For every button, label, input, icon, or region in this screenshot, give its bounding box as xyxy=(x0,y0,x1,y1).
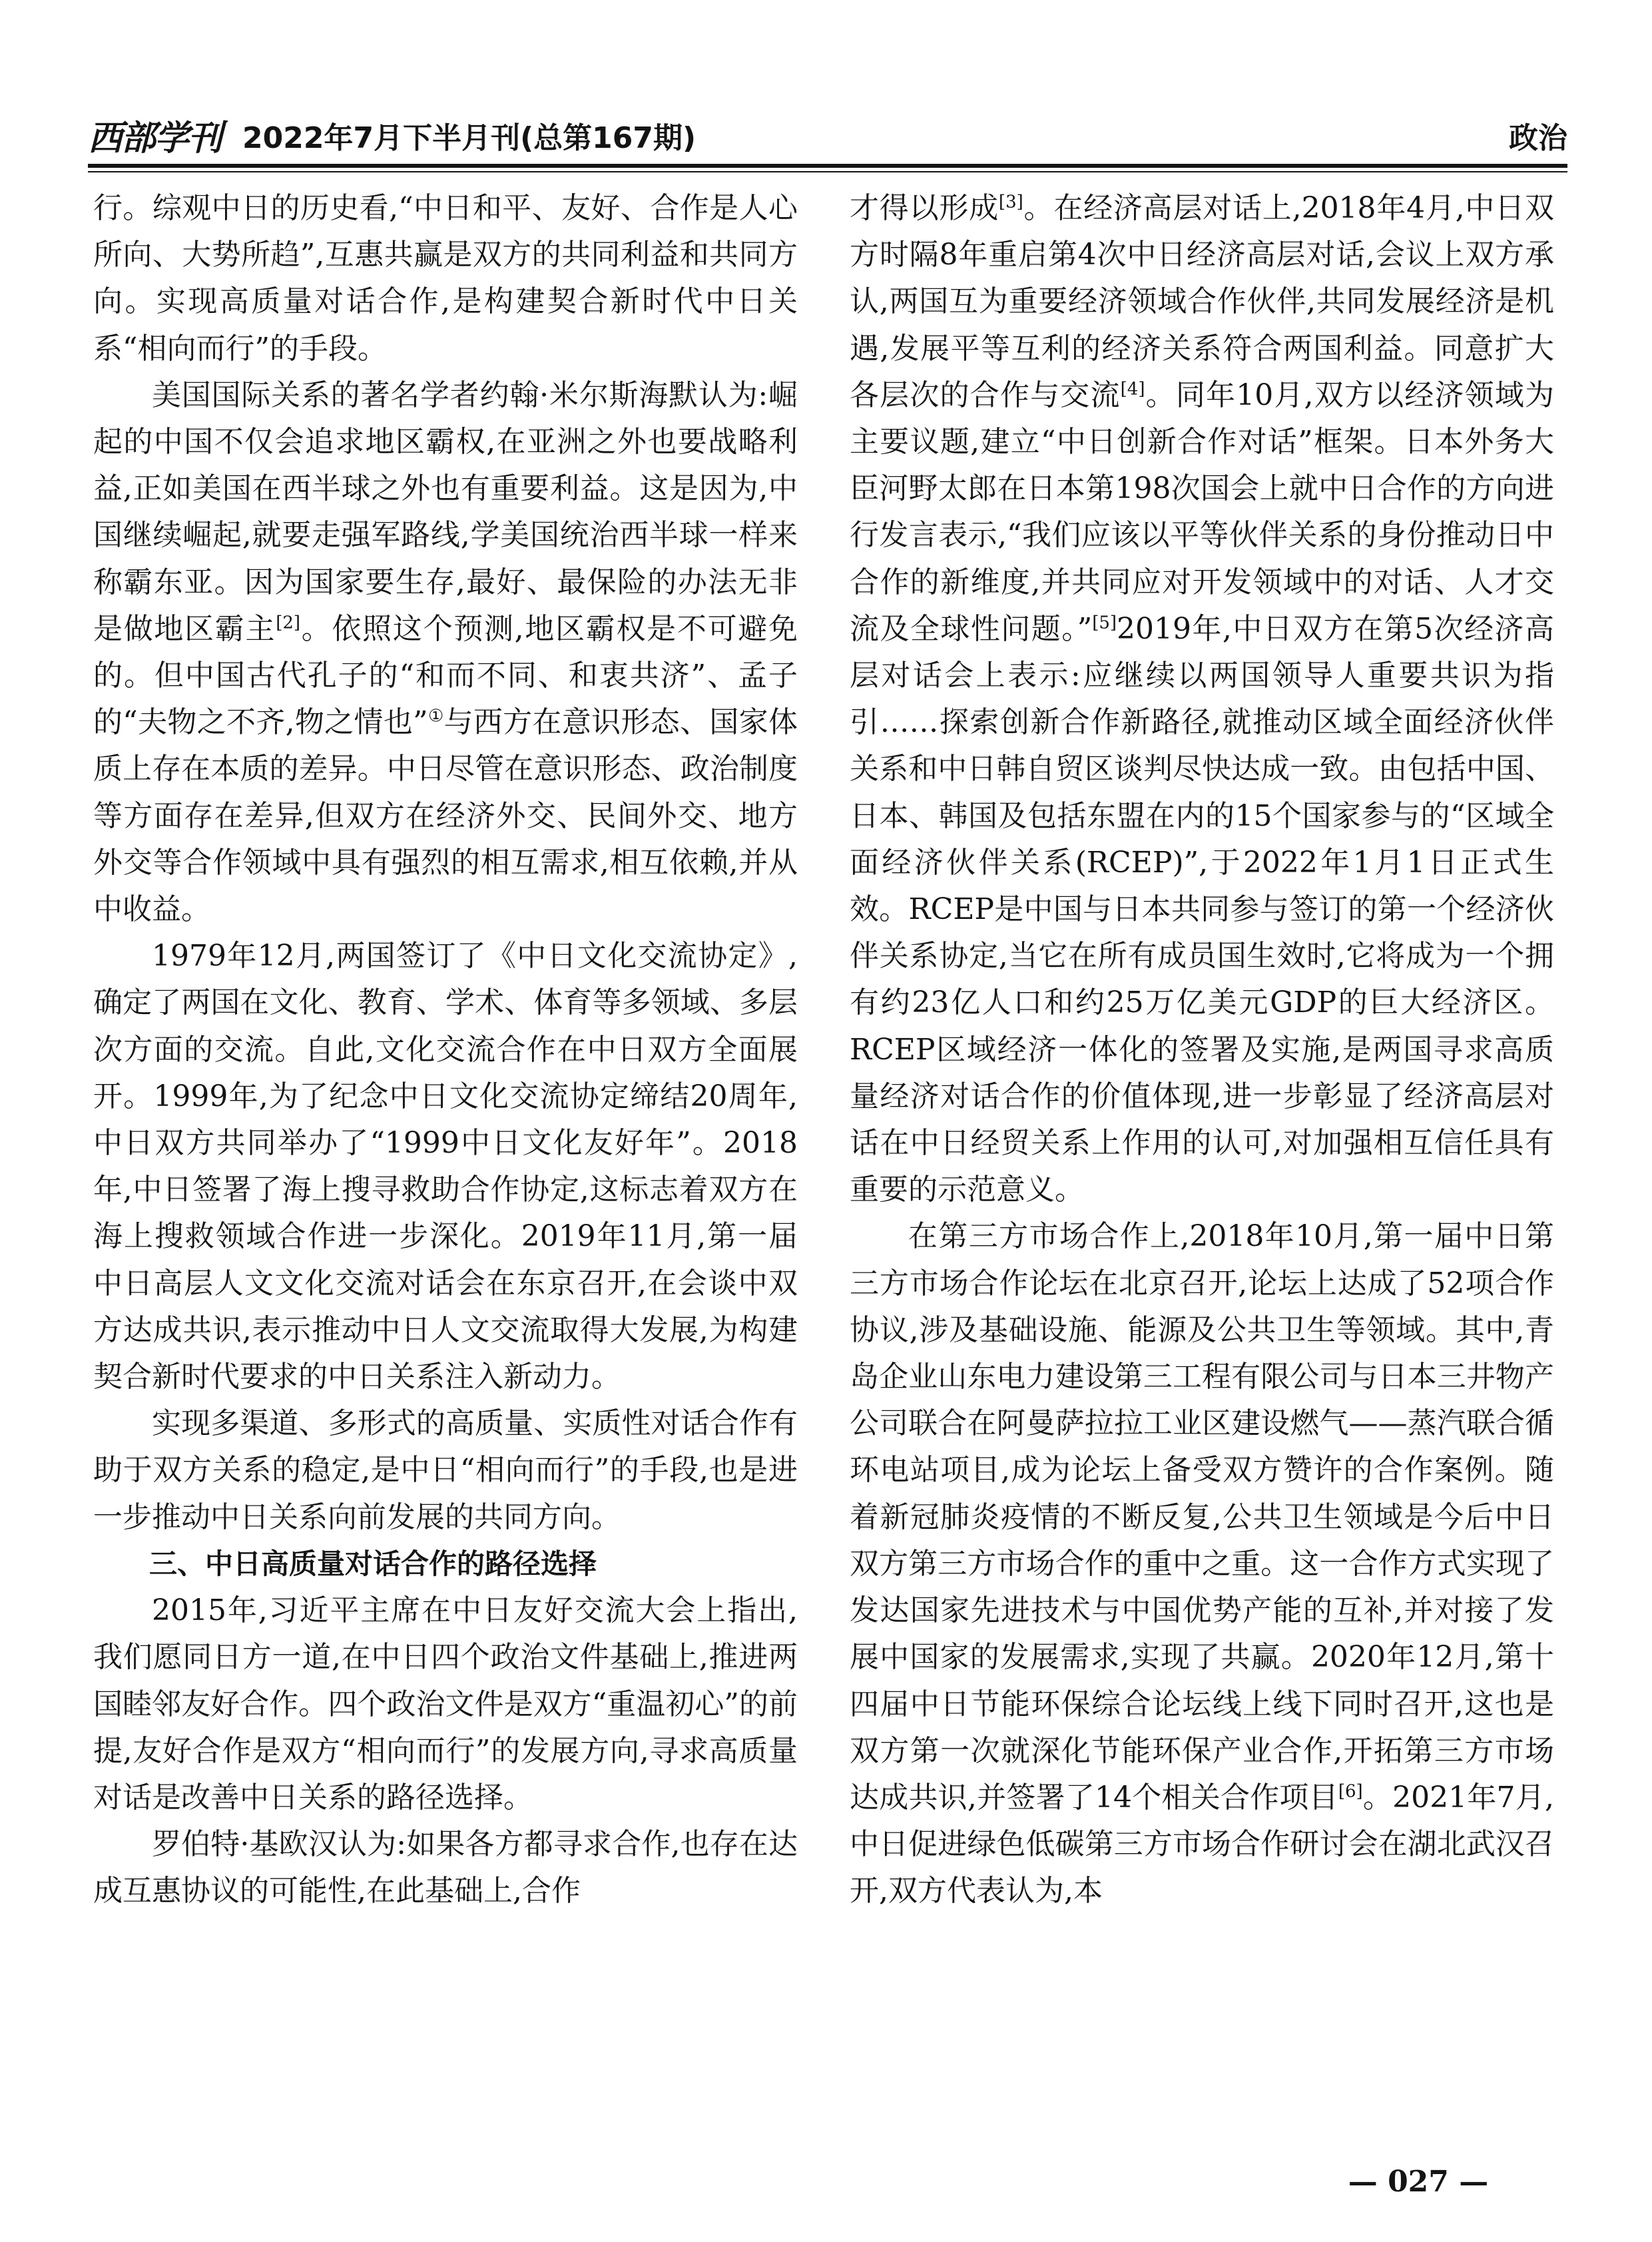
header-rule-thick xyxy=(88,164,1567,168)
paragraph xyxy=(850,1213,1554,1914)
header-rule-thin xyxy=(88,171,1567,172)
citation: [2] xyxy=(276,613,301,633)
paragraph-text: 。依照这个预测,地区霸权是不可避免的。但中国古代孔子的“和而不同、和衷共济”、孟子的“夫物之不齐,物之情也” xyxy=(93,611,798,740)
journal-logo: 西部学刊 xyxy=(88,118,222,158)
paragraph-text: 与西方在意识形态、国家体质上存在本质的差异。中日尽管在意识形态、政治制度等方面存在差异,但双方在经济外交、民间外交、地方外交等合作领域中具有强烈的相互需求,相互依赖,并从中收益。 xyxy=(93,705,798,927)
paragraph: 1979年12月,两国签订了《中日文化交流协定》,确定了两国在文化、教育、学术、体育等多领域、多层次方面的交流。自此,文化交流合作在中日双方全面展开。1999年,为了纪念中日文化交流协定缔结20周年,中日双方共同举办了“1999中日文化友好年”。2018年,中日签署了海上搜寻救助合作协定,这标志着双方在海上搜救领域合作进一步深化。2019年11月,第一届中日高层人文文化交流对话会在东京召开,在会谈中双方达成共识,表示推动中日人文交流取得大发展,为构建契合新时代要求的中日关系注入新动力。 xyxy=(93,939,798,1394)
running-header xyxy=(88,119,1567,158)
paragraph: 行。综观中日的历史看,“中日和平、友好、合作是人心所向、大势所趋”,互惠共赢是双方的共同利益和共同方向。实现高质量对话合作,是构建契合新时代中日关系“相向而行”的手段。 xyxy=(93,191,798,366)
page-number: — 027 — xyxy=(1348,2165,1489,2199)
paragraph xyxy=(93,372,798,933)
paragraph-text: 。在经济高层对话上,2018年4月,中日双方时隔8年重启第4次中日经济高层对话,会议上双方承认,两国互为重要经济领域合作伙伴,共同发展经济是机遇,发展平等互利的经济关系符合两国利益。同意扩大各层次的合作与交流 xyxy=(850,191,1554,412)
citation: [3] xyxy=(998,192,1023,212)
paragraph-text: 。同年10月,双方以经济领域为主要议题,建立“中日创新合作对话”框架。日本外务大臣河野太郎在日本第198次国会上就中日合作的方向进行发言表示,“我们应该以平等伙伴关系的身份推动日中合作的新维度,并共同应对开发领域中的对话、人才交流及全球性问题。” xyxy=(850,378,1554,646)
citation: [6] xyxy=(1338,1781,1363,1802)
footnote-marker: ① xyxy=(427,706,444,726)
paragraph: 实现多渠道、多形式的高质量、实质性对话合作有助于双方关系的稳定,是中日“相向而行”的手段,也是进一步推动中日关系向前发展的共同方向。 xyxy=(93,1406,798,1534)
citation: [4] xyxy=(1120,379,1145,400)
paragraph-text: 美国国际关系的著名学者约翰·米尔斯海默认为:崛起的中国不仅会追求地区霸权,在亚洲之外也要战略利益,正如美国在西半球之外也有重要利益。这是因为,中国继续崛起,就要走强军路线,学美国统治西半球一样来称霸东亚。因为国家要生存,最好、最保险的办法无非是做地区霸主 xyxy=(93,378,798,646)
left-column xyxy=(93,185,798,2156)
journal-issue: 2022年7月下半月刊(总第167期) xyxy=(242,121,696,155)
paragraph-text: 2019年,中日双方在第5次经济高层对话会上表示:应继续以两国领导人重要共识为指引……探索创新合作新路径,就推动区域全面经济伙伴关系和中日韩自贸区谈判尽快达成一致。由包括中国、日本、韩国及包括东盟在内的15个国家参与的“区域全面经济伙伴关系(RCEP)”,于2022年1月1日正式生效。RCEP是中国与日本共同参与签订的第一个经济伙伴关系协定,当它在所有成员国生效时,它将成为一个拥有约23亿人口和约25万亿美元GDP的巨大经济区。RCEP区域经济一体化的签署及实施,是两国寻求高质量经济对话合作的价值体现,进一步彰显了经济高层对话在中日经贸关系上作用的认可,对加强相互信任具有重要的示范意义。 xyxy=(850,611,1554,1207)
right-column xyxy=(850,185,1554,2156)
paragraph-text: 。2021年7月,中日促进绿色低碳第三方市场合作研讨会在湖北武汉召开,双方代表认为,本 xyxy=(850,1780,1554,1908)
citation: [5] xyxy=(1092,613,1117,633)
paragraph: 2015年,习近平主席在中日友好交流大会上指出,我们愿同日方一道,在中日四个政治文件基础上,推进两国睦邻友好合作。四个政治文件是双方“重温初心”的前提,友好合作是双方“相向而行”的发展方向,寻求高质量对话是改善中日关系的路径选择。 xyxy=(93,1593,798,1815)
section-heading: 三、中日高质量对话合作的路径选择 xyxy=(149,1547,597,1580)
paragraph-text: 在第三方市场合作上,2018年10月,第一届中日第三方市场合作论坛在北京召开,论坛上达成了52项合作协议,涉及基础设施、能源及公共卫生等领域。其中,青岛企业山东电力建设第三工程有限公司与日本三井物产公司联合在阿曼萨拉拉工业区建设燃气——蒸汽联合循环电站项目,成为论坛上备受双方赞许的合作案例。随着新冠肺炎疫情的不断反复,公共卫生领域是今后中日双方第三方市场合作的重中之重。这一合作方式实现了发达国家先进技术与中国优势产能的互补,并对接了发展中国家的发展需求,实现了共赢。2020年12月,第十四届中日节能环保综合论坛线上线下同时召开,这也是双方第一次就深化节能环保产业合作,开拓第三方市场达成共识,并签署了14个相关合作项目 xyxy=(850,1219,1554,1815)
paragraph-text: 才得以形成 xyxy=(850,191,999,225)
paragraph: 罗伯特·基欧汉认为:如果各方都寻求合作,也存在达成互惠协议的可能性,在此基础上,合作 xyxy=(93,1827,798,1908)
paragraph xyxy=(850,185,1554,1213)
section-label: 政治 xyxy=(1509,121,1567,155)
